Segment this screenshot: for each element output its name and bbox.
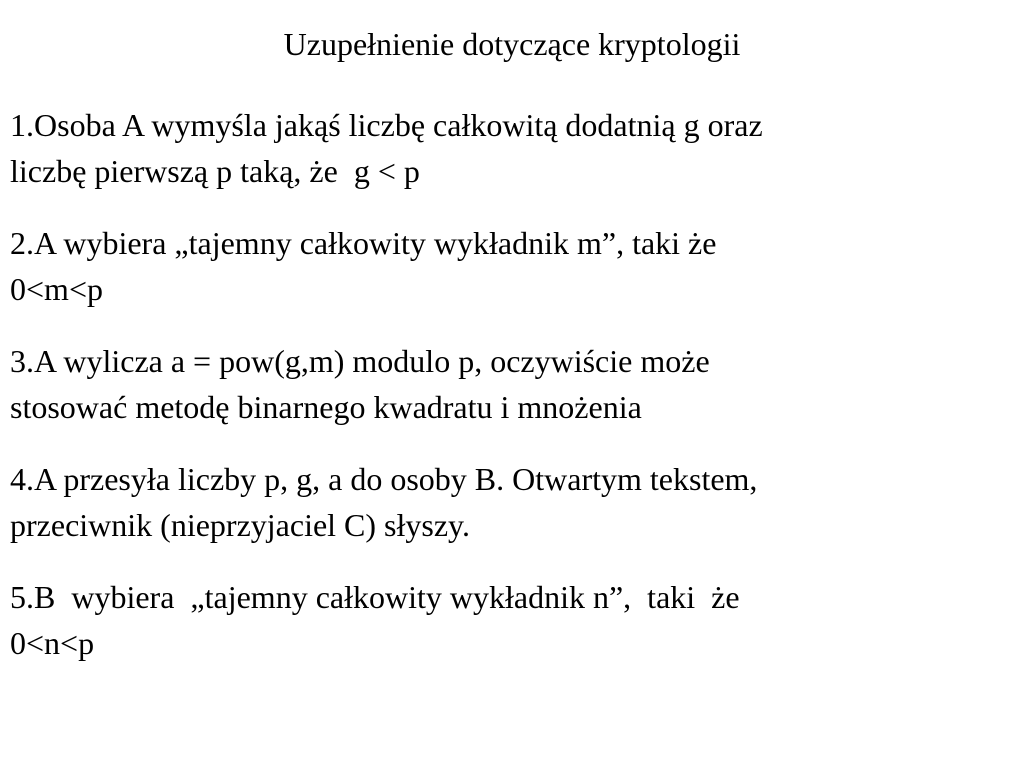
list-item-line: przeciwnik (nieprzyjaciel C) słyszy. xyxy=(10,507,470,543)
list-item-line: liczbę pierwszą p taką, że g < p xyxy=(10,153,420,189)
list-item xyxy=(10,220,1010,312)
list-item-line: 4.A przesyła liczby p, g, a do osoby B. Otwartym tekstem, xyxy=(10,461,758,497)
slide-item-list xyxy=(10,102,1010,692)
list-item-line: 5.B wybiera „tajemny całkowity wykładnik n”, taki że xyxy=(10,579,740,615)
list-item-line: 0<n<p xyxy=(10,625,95,661)
list-item-line: 2.A wybiera „tajemny całkowity wykładnik m”, taki że xyxy=(10,225,717,261)
list-item-line: 0<m<p xyxy=(10,271,103,307)
list-item xyxy=(10,102,1010,194)
list-item xyxy=(10,338,1010,430)
list-item xyxy=(10,456,1010,548)
list-item-line: 3.A wylicza a = pow(g,m) modulo p, oczywiście może xyxy=(10,343,710,379)
list-item-line: 1.Osoba A wymyśla jakąś liczbę całkowitą dodatnią g oraz xyxy=(10,107,763,143)
list-item xyxy=(10,574,1010,666)
list-item-line: stosować metodę binarnego kwadratu i mnożenia xyxy=(10,389,642,425)
slide-title: Uzupełnienie dotyczące kryptologii xyxy=(283,26,741,62)
